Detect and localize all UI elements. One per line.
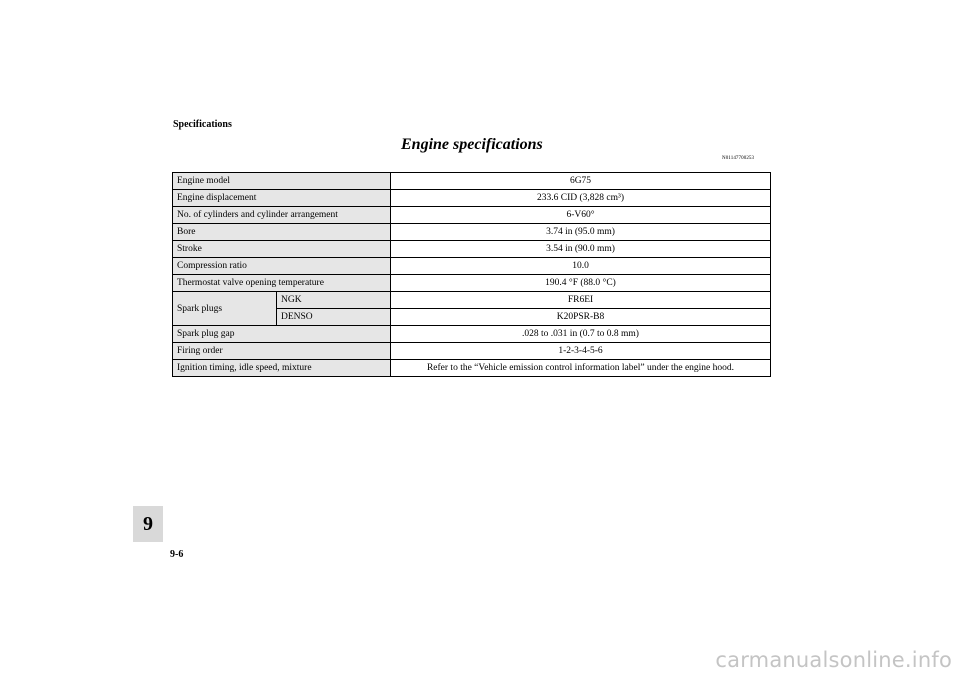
row-value-ignition-timing: Refer to the “Vehicle emission control information label” under the engine hood. (391, 360, 771, 377)
row-label-thermostat: Thermostat valve opening temperature (173, 275, 391, 292)
row-value-ngk: FR6EI (391, 292, 771, 309)
row-value-thermostat: 190.4 °F (88.0 °C) (391, 275, 771, 292)
table-row (173, 241, 771, 258)
row-label-spark-plugs: Spark plugs (173, 292, 277, 326)
row-label-engine-model: Engine model (173, 173, 391, 190)
table-row (173, 224, 771, 241)
row-label-spark-plug-gap: Spark plug gap (173, 326, 391, 343)
page-number: 9-6 (170, 549, 184, 560)
row-label-firing-order: Firing order (173, 343, 391, 360)
row-value-firing-order: 1-2-3-4-5-6 (391, 343, 771, 360)
row-value-spark-plug-gap: .028 to .031 in (0.7 to 0.8 mm) (391, 326, 771, 343)
row-value-bore: 3.74 in (95.0 mm) (391, 224, 771, 241)
page-title: Engine specifications (401, 136, 543, 153)
chapter-tab: 9 (133, 506, 163, 542)
row-label-stroke: Stroke (173, 241, 391, 258)
engine-spec-table (172, 172, 771, 377)
row-value-cylinders: 6-V60° (391, 207, 771, 224)
row-label-cylinders: No. of cylinders and cylinder arrangement (173, 207, 391, 224)
row-label-bore: Bore (173, 224, 391, 241)
table-row (173, 343, 771, 360)
row-sublabel-ngk: NGK (277, 292, 391, 309)
watermark-logo: carmanualsonline.info (715, 648, 952, 672)
table-row (173, 258, 771, 275)
row-value-denso: K20PSR-B8 (391, 309, 771, 326)
row-value-engine-model: 6G75 (391, 173, 771, 190)
reference-code: N01147700253 (722, 156, 755, 161)
table-row (173, 326, 771, 343)
table-row (173, 275, 771, 292)
row-value-engine-displacement: 233.6 CID (3,828 cm³) (391, 190, 771, 207)
row-label-compression-ratio: Compression ratio (173, 258, 391, 275)
row-value-compression-ratio: 10.0 (391, 258, 771, 275)
row-sublabel-denso: DENSO (277, 309, 391, 326)
table-row (173, 190, 771, 207)
table-row (173, 207, 771, 224)
row-label-engine-displacement: Engine displacement (173, 190, 391, 207)
table-row (173, 292, 771, 309)
table-row (173, 173, 771, 190)
row-value-stroke: 3.54 in (90.0 mm) (391, 241, 771, 258)
table-row (173, 360, 771, 377)
section-header: Specifications (173, 119, 232, 130)
row-label-ignition-timing: Ignition timing, idle speed, mixture (173, 360, 391, 377)
